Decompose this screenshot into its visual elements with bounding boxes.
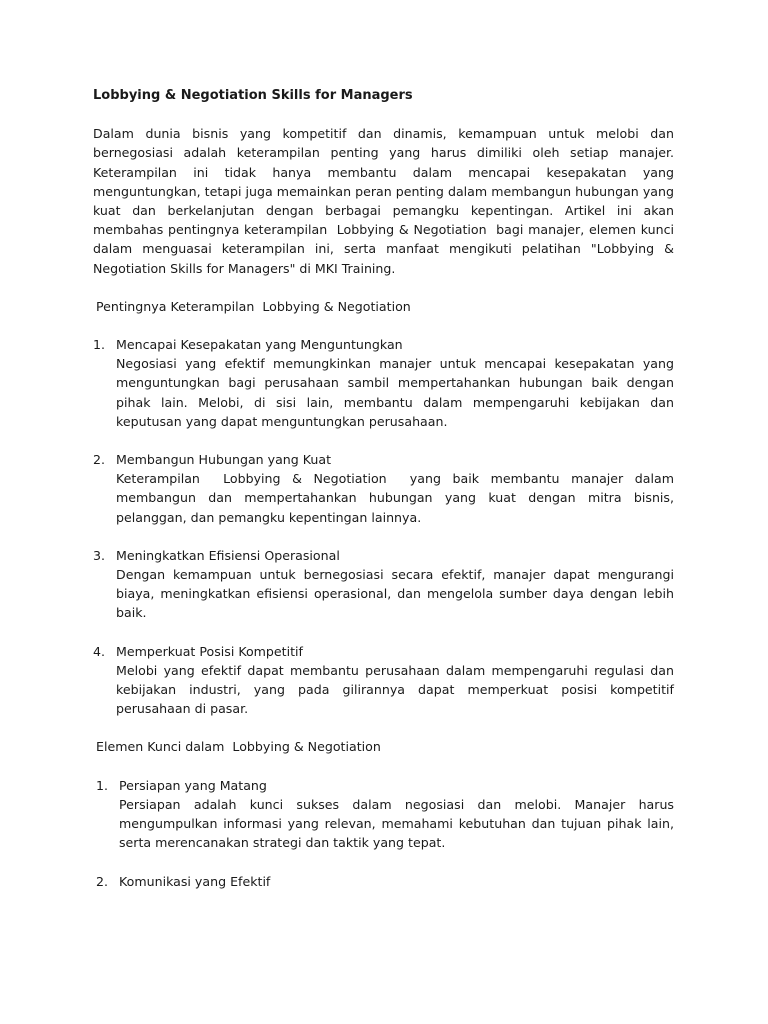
- importance-list: [93, 335, 679, 718]
- list-number: 1.: [93, 337, 106, 353]
- list-number: 3.: [93, 547, 106, 563]
- list-item: [93, 450, 679, 527]
- list-number: 4.: [93, 643, 106, 659]
- list-item-title: Meningkatkan Efisiensi Operasional: [116, 547, 340, 563]
- list-item-body: Melobi yang efektif dapat membantu perusahaan dalam mempengaruhi regulasi dan kebijakan industri, yang pada gilirannya dapat memperkuat posisi kompetitif perusahaan di pasar.: [116, 662, 679, 717]
- list-number: 2.: [93, 452, 106, 468]
- list-item-title: Membangun Hubungan yang Kuat: [116, 452, 332, 468]
- list-item: [93, 335, 679, 431]
- list-item-body: Dengan kemampuan untuk bernegosiasi secara efektif, manajer dapat mengurangi biaya, meningkatkan efisiensi operasional, dan mengelola sumber daya dengan lebih baik.: [116, 567, 679, 621]
- intro-paragraph: Dalam dunia bisnis yang kompetitif dan dinamis, kemampuan untuk melobi dan bernegosiasi adalah keterampilan penting yang harus dimiliki oleh setiap manajer. Keterampilan ini tidak hanya membantu dalam mencapai kesepakatan yang menguntungkan, tetapi juga memainkan peran penting dalam membangun hubungan yang kuat dan berkelanjutan dengan berbagai pemangku kepentingan. Artikel ini akan membahas pentingnya keterampilan Lobbying & Negotiation bagi manajer, elemen kunci dalam menguasai keterampilan ini, serta manfaat mengikuti pelatihan "Lobbying & Negotiation Skills for Managers" di MKI Training.: [93, 126, 679, 276]
- list-item-title: Persiapan yang Matang: [119, 777, 267, 793]
- list-item-title: Komunikasi yang Efektif: [119, 873, 271, 889]
- list-item-body: Negosiasi yang efektif memungkinkan manajer untuk mencapai kesepakatan yang menguntungkan bagi perusahaan sambil mempertahankan hubungan baik dengan pihak lain. Melobi, di sisi lain, membantu dalam mempengaruhi kebijakan dan keputusan yang dapat menguntungkan perusahaan.: [116, 356, 679, 429]
- list-item: [93, 546, 679, 623]
- list-item-title: Mencapai Kesepakatan yang Menguntungkan: [116, 337, 403, 353]
- section-heading-importance: Pentingnya Keterampilan Lobbying & Negotiation: [96, 298, 411, 314]
- key-elements-list: [93, 776, 679, 891]
- document-page: [93, 86, 679, 910]
- list-item: [93, 872, 674, 891]
- list-item: [93, 642, 679, 719]
- list-item-title: Memperkuat Posisi Kompetitif: [116, 643, 303, 659]
- list-item-body: Persiapan adalah kunci sukses dalam negosiasi dan melobi. Manajer harus mengumpulkan informasi yang relevan, memahami kebutuhan dan tujuan pihak lain, serta merencanakan strategi dan taktik yang tepat.: [119, 796, 679, 851]
- list-item: [93, 776, 679, 853]
- list-number: 2.: [96, 873, 109, 889]
- section-heading-key-elements: Elemen Kunci dalam Lobbying & Negotiation: [96, 739, 381, 755]
- list-number: 1.: [96, 777, 109, 793]
- list-item-body: Keterampilan Lobbying & Negotiation yang baik membantu manajer dalam membangun dan mempertahankan hubungan yang kuat dengan mitra bisnis, pelanggan, dan pemangku kepentingan lainnya.: [116, 471, 679, 525]
- document-title: Lobbying & Negotiation Skills for Managers: [93, 88, 413, 103]
